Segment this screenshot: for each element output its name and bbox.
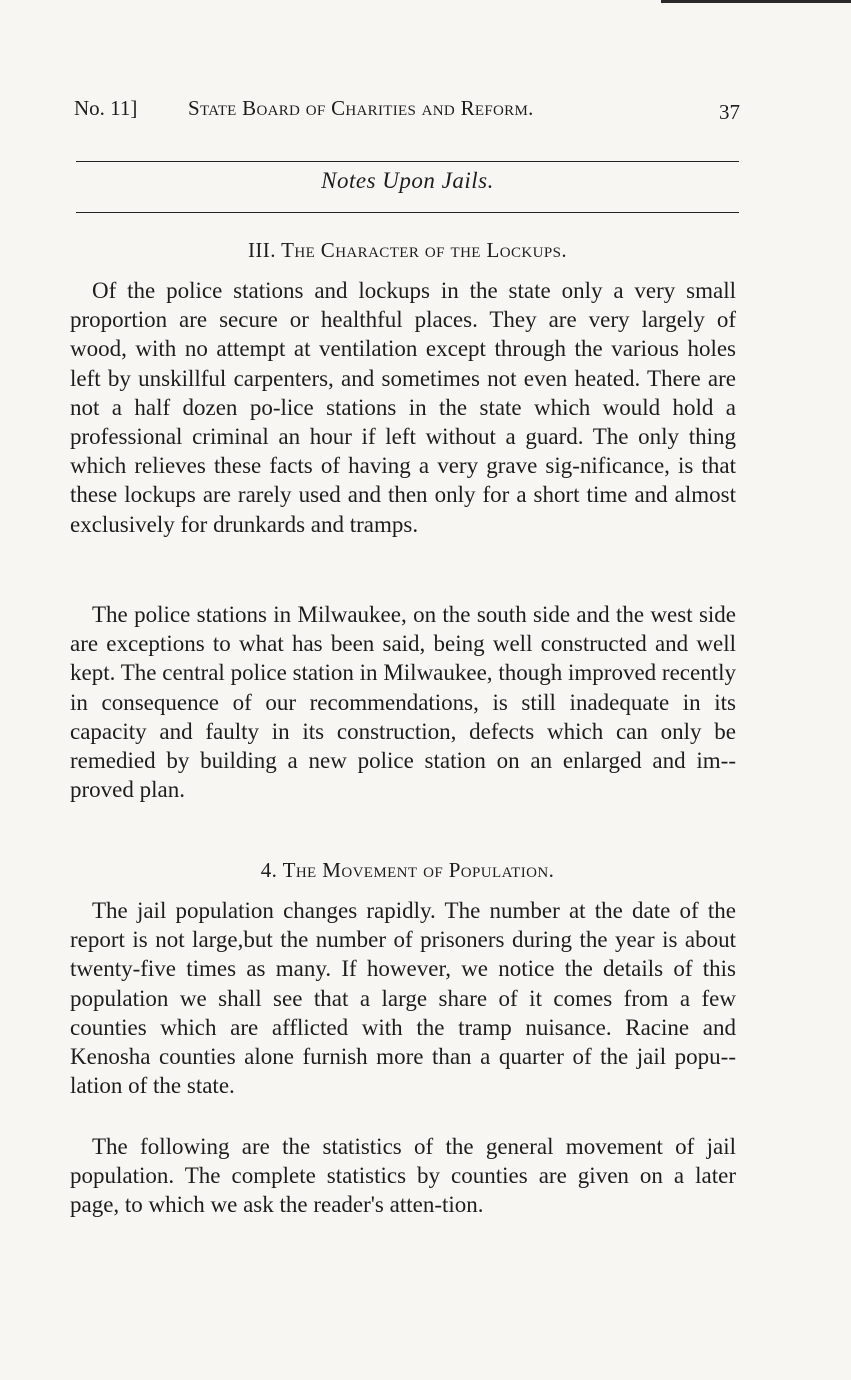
page-number: 37 [719,100,740,124]
running-title: State Board of Charities and Reform. [188,96,534,120]
paragraph-population-2: The following are the statistics of the general movement of jail population. The complete statistics by counties are given on a later page, to which we ask the reader's atten-tion. [70,1134,736,1218]
paragraph-population-1: The jail population changes rapidly. The number at the date of the report is not large,but the number of prisoners during the year is about twenty-five times as many. If however, we notice the details of this population we shall see that a large share of it comes from a few counties which are afflicted with the tramp nuisance. Racine and Kenosha counties alone furnish more than a quarter of the jail popu-lation of the state. [70,898,736,1099]
header-rule-top [76,161,739,162]
section-heading-population: 4. The Movement of Population. [260,858,555,882]
subheading: Notes Upon Jails. [321,168,494,193]
page-top-edge [661,0,851,3]
section-heading-lockups: III. The Character of the Lockups. [248,238,567,262]
running-header [74,96,740,126]
paragraph-lockups-1: Of the police stations and lockups in the state only a very small proportion are secure or healthful places. They are very largely of wood, with no attempt at ventilation except through the various holes left by unskillful carpenters, and sometimes not even heated. There are not a half dozen po-lice stations in the state which would hold a professional criminal an hour if left without a guard. The only thing which relieves these facts of having a very grave sig-nificance, is that these lockups are rarely used and then only for a short time and almost exclusively for drunkards and tramps. [70,278,736,537]
header-rule-bottom [76,212,739,213]
document-number: No. 11] [74,96,138,120]
paragraph-lockups-2: The police stations in Milwaukee, on the south side and the west side are exceptions to what has been said, being well constructed and well kept. The central police station in Milwaukee, though improved recently in consequence of our recommendations, is still inadequate in its capacity and faulty in its construction, defects which can only be remedied by building a new police station on an enlarged and im-proved plan. [70,602,736,803]
